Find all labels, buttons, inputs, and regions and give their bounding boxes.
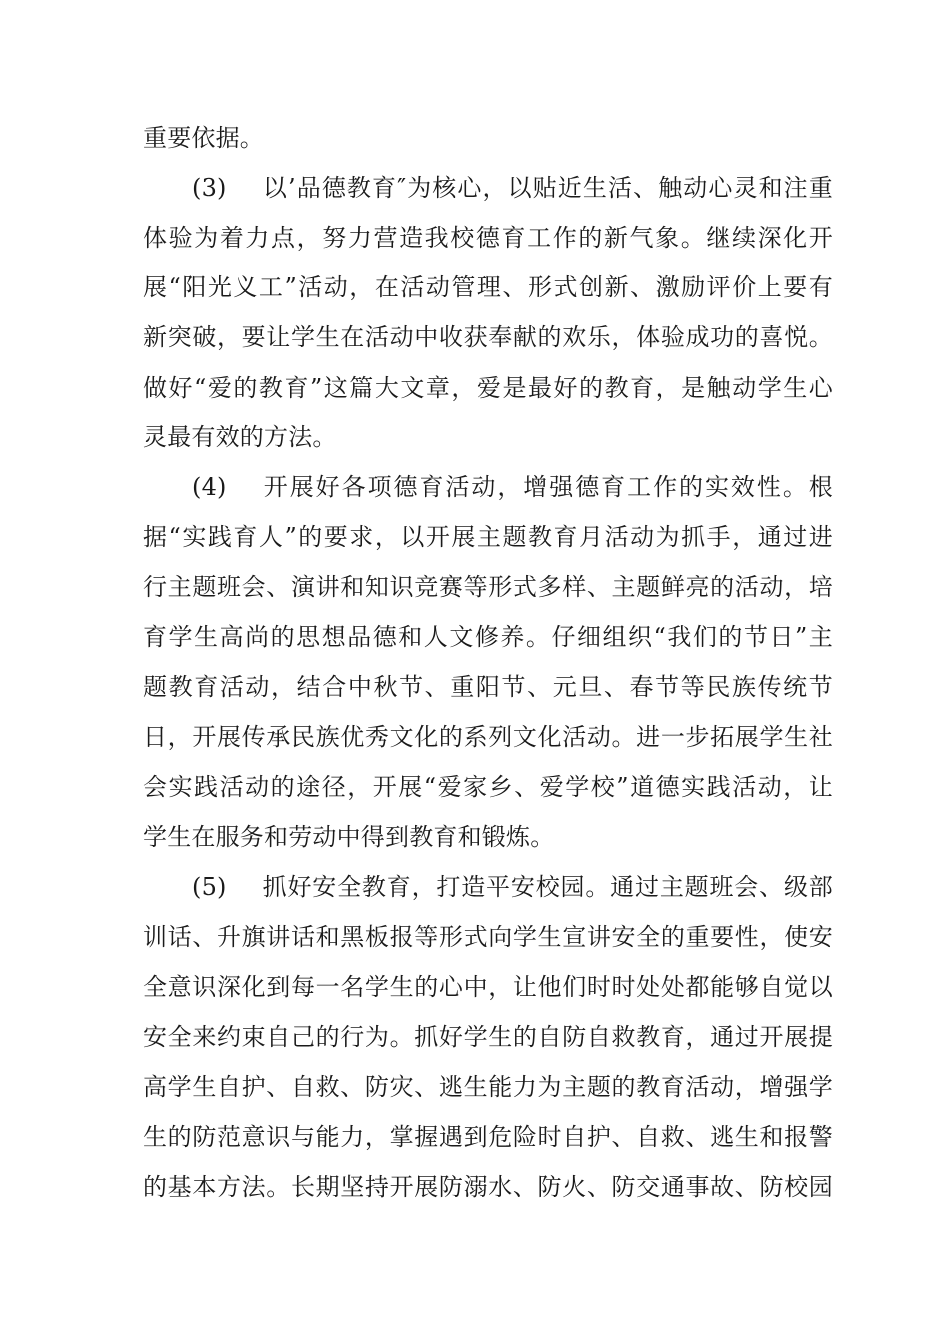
text-line: 的基本方法。长期坚持开展防溺水、防火、防交通事故、防校园 xyxy=(143,1173,833,1201)
text-line: 安全来约束自己的行为。抓好学生的自防自救教育，通过开展提 xyxy=(143,1023,833,1051)
paragraph-number: (4) xyxy=(192,473,227,501)
text-line: 灵最有效的方法。 xyxy=(143,423,337,451)
text-line: 展“阳光义工”活动，在活动管理、形式创新、激励评价上要有 xyxy=(143,273,833,301)
text-line: 抓好安全教育，打造平安校园。通过主题班会、级部 xyxy=(262,873,833,901)
text-line: 日，开展传承民族优秀文化的系列文化活动。进一步拓展学生社 xyxy=(143,723,833,751)
text-line: 生的防范意识与能力，掌握遇到危险时自护、自救、逃生和报警 xyxy=(143,1123,833,1151)
text-line: 开展好各项德育活动，增强德育工作的实效性。根 xyxy=(262,473,833,501)
text-line: 重要依据。 xyxy=(143,124,264,152)
paragraph-number: (3) xyxy=(192,174,227,202)
text-line: 高学生自护、自救、防灾、逃生能力为主题的教育活动，增强学 xyxy=(143,1073,833,1101)
text-line: 新突破，要让学生在活动中收获奉献的欢乐，体验成功的喜悦。 xyxy=(143,323,833,351)
paragraph-3-first-line xyxy=(192,174,833,202)
text-line: 做好“爱的教育”这篇大文章，爱是最好的教育，是触动学生心 xyxy=(143,374,833,402)
text-line: 全意识深化到每一名学生的心中，让他们时时处处都能够自觉以 xyxy=(143,973,833,1001)
text-line: 行主题班会、演讲和知识竞赛等形式多样、主题鲜亮的活动，培 xyxy=(143,573,833,601)
text-line: 学生在服务和劳动中得到教育和锻炼。 xyxy=(143,823,555,851)
text-line: 会实践活动的途径，开展“爱家乡、爱学校”道德实践活动，让 xyxy=(143,773,833,801)
paragraph-4-first-line xyxy=(192,473,833,501)
text-line: 据“实践育人”的要求，以开展主题教育月活动为抓手，通过进 xyxy=(143,523,833,551)
text-line: 训话、升旗讲话和黑板报等形式向学生宣讲安全的重要性，使安 xyxy=(143,923,833,951)
text-line: 以’品德教育″为核心，以贴近生活、触动心灵和注重 xyxy=(262,174,833,202)
text-line: 育学生高尚的思想品德和人文修养。仔细组织“我们的节日”主 xyxy=(143,623,833,651)
paragraph-5-first-line xyxy=(192,873,833,901)
text-line: 题教育活动，结合中秋节、重阳节、元旦、春节等民族传统节 xyxy=(143,673,833,701)
paragraph-number: (5) xyxy=(192,873,227,901)
text-line: 体验为着力点，努力营造我校德育工作的新气象。继续深化开 xyxy=(143,224,833,252)
